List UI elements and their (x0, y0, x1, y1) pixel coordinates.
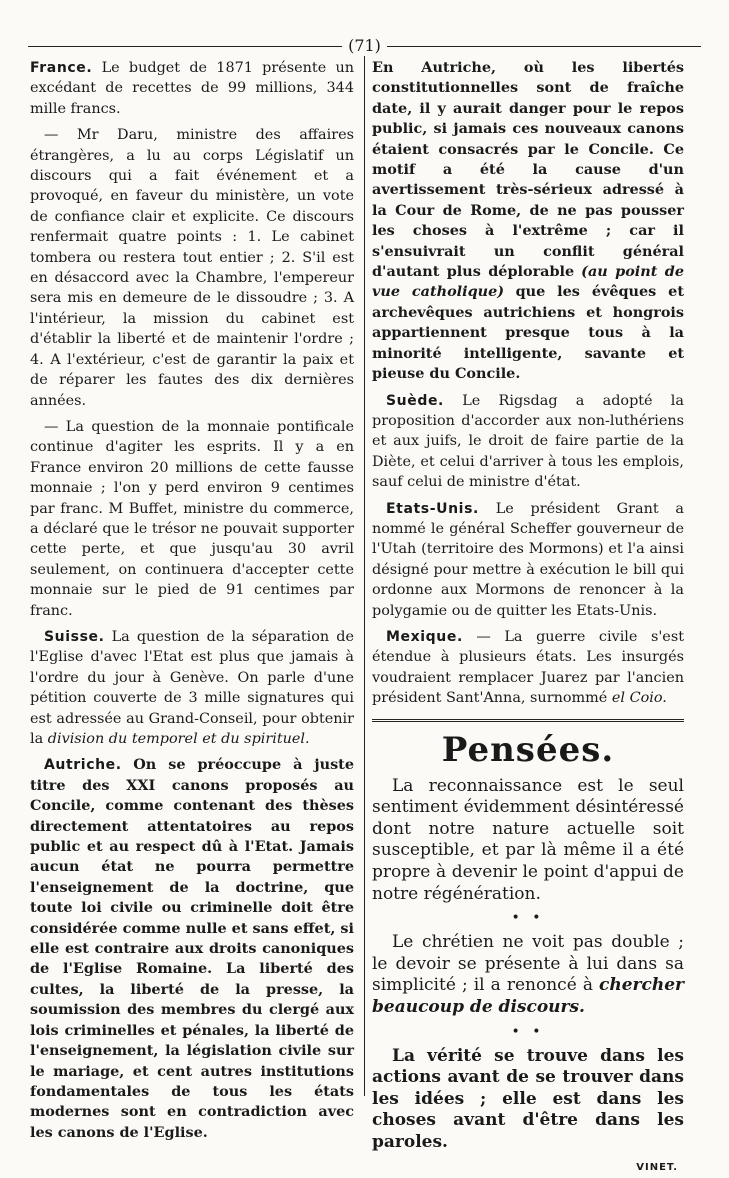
france-daru-paragraph (30, 125, 354, 411)
france-article (30, 58, 354, 119)
suisse-heading: Suisse. (44, 628, 105, 645)
thought-2-text: Le chrétien ne voit pas double ; le devoir se présente à lui dans sa simplicité ; il a renoncé à (372, 932, 684, 996)
page-header (28, 36, 701, 56)
france-text-2: — Mr Daru, ministre des affaires étrangères, a lu au corps Législatif un discours qui a fait événement et a provoqué, en faveur du ministère, un vote de confiance clair et explicite. Ce discours renfermait quatre points : 1. Le cabinet tombera ou restera tout entier ; 2. S'il est en désaccord avec la Chambre, l'empereur sera mis en demeure de le dissoudre ; 3. A l'intérieur, la mission du cabinet est d'établir la liberté et de maintenir l'ordre ; 4. A l'extérieur, c'est de garantir la paix et de réparer les fautes des dix dernières années. (30, 127, 354, 409)
separator-dots-2: • • (511, 1023, 545, 1040)
header-rule-left (28, 46, 342, 47)
page-number: (71) (348, 36, 381, 55)
france-text-1: Le budget de 1871 présente un excédant de recettes de 99 millions, 344 mille francs. (30, 60, 354, 117)
header-rule-right (387, 46, 701, 47)
section-rule (372, 719, 684, 722)
thought-2-emphasis: chercher beaucoup de discours. (372, 975, 684, 1017)
left-column (30, 58, 354, 1149)
right-column (372, 58, 684, 1178)
signature-vinet: VINET. (636, 1161, 678, 1173)
mexique-text: — La guerre civile s'est étendue à plusieurs états. Les insurgés voudraient remplacer Juarez par l'ancien président Sant'Anna, surnommé (372, 628, 684, 707)
france-text-3: — La question de la monnaie pontificale continue d'agiter les esprits. Il y a en France environ 20 millions de cette fausse monnaie ; l'on y perd environ 9 centimes par franc. M Buffet, ministre du commerce, a déclaré que le trésor ne pouvait supporter cette perte, et que jusqu'au 30 avril seulement, on continuera d'accepter cette monnaie sur le pied de 91 centimes par franc. (30, 418, 354, 619)
suisse-emphasis: division du temporel et du spirituel. (47, 731, 310, 747)
suede-article (372, 391, 684, 493)
autriche-cont-emphasis: (au point de vue catholique) (372, 263, 684, 301)
suisse-text: La question de la séparation de l'Eglise d'avec l'Etat est plus que jamais à l'ordre du jour à Genève. On parle d'une pétition couverte de 3 mille signatures qui est adressée au Grand-Conseil, pour obtenir la (30, 628, 354, 747)
mexique-emphasis: el Coio. (611, 690, 667, 707)
suede-heading: Suède. (386, 392, 444, 409)
thought-3-text: La vérité se trouve dans les actions avant de se trouver dans les idées ; elle est dans les choses avant d'être dans les paroles. (372, 1045, 684, 1152)
separator-dots-1: • • (511, 910, 545, 927)
autriche-article (30, 755, 354, 1143)
autriche-cont-text-a: En Autriche, où les libertés constitutionnelles sont de fraîche date, il y aurait danger pour le repos public, si jamais ces nouveaux canons étaient consacrés par le Concile. Ce motif a été la cause d'un avertissement très-sérieux adressé à la Cour de Rome, de ne pas pousser les choses à l'extrême ; car il s'ensuivrait un conflit général d'autant plus déplorable (372, 59, 684, 281)
suede-text: Le Rigsdag a adopté la proposition d'accorder aux non-luthériens et aux juifs, le droit de faire partie de la Diète, et celui d'arriver à tous les emplois, sauf celui de ministre d'état. (372, 392, 684, 491)
autriche-heading: Autriche. (44, 757, 122, 774)
suisse-article (30, 627, 354, 749)
mexique-article (372, 627, 684, 709)
autriche-cont-text-b: que les évêques et archevêques autrichiens et hongrois appartiennent presque tous à la minorité intelligente, savante et pieuse du Concile. (372, 283, 684, 383)
france-monnaie-paragraph (30, 417, 354, 621)
thought-1-text: La reconnaissance est le seul sentiment évidemment désintéressé dont notre nature actuelle soit susceptible, et par là même il a été propre à devenir le point d'appui de notre régénération. (372, 775, 684, 904)
autriche-text: On se préoccupe à juste titre des XXI canons proposés au Concile, comme contenant des thèses directement attentatoires au repos public et au respect dû à l'Etat. Jamais aucun état ne pourra permettre l'enseignement de la doctrine, que toute loi civile ou criminelle doit être considérée comme nulle et sans effet, si elle est contraire aux droits canoniques de l'Eglise Romaine. La liberté des cultes, la liberté de la presse, la soumission des membres du clergé aux lois criminelles et pénales, la liberté de l'enseignement, la législation civile sur le mariage, et cent autres institutions fondamentales de tous les états modernes sont en contradiction avec les canons de l'Eglise. (30, 756, 354, 1141)
thought-3 (372, 1046, 684, 1154)
etats-unis-article (372, 499, 684, 621)
thought-2 (372, 932, 684, 1018)
autriche-continuation (372, 58, 684, 385)
france-heading: France. (30, 60, 93, 76)
mexique-heading: Mexique. (386, 628, 463, 645)
pensees-title: Pensées. (441, 729, 615, 770)
column-divider (364, 56, 365, 1096)
etats-unis-text: Le président Grant a nommé le général Scheffer gouverneur de l'Utah (territoire des Mormons) et l'a ainsi désigné pour mettre à exécution le bill qui ordonne aux Mormons de renoncer à la polygamie ou de quitter les Etats-Unis. (372, 500, 684, 619)
etats-unis-heading: Etats-Unis. (386, 500, 479, 517)
thought-1 (372, 776, 684, 906)
